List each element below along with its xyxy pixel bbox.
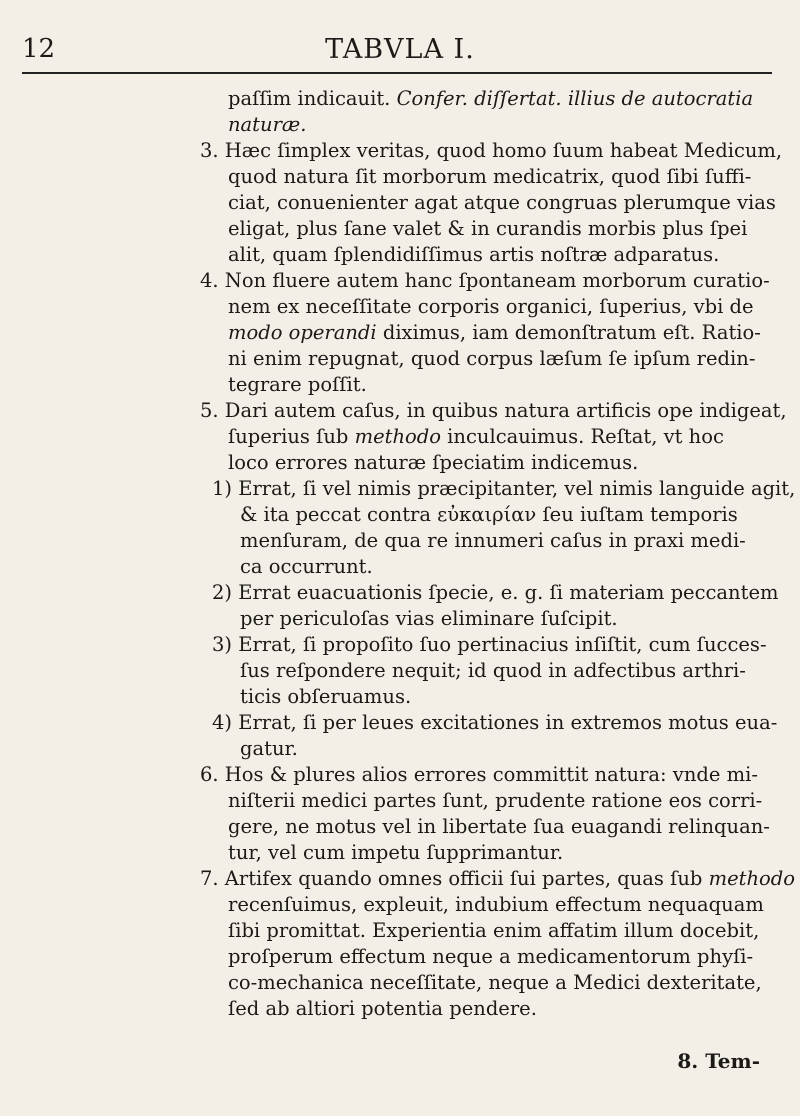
text-run: quod natura ſit morborum medicatrix, quod ſibi ſuffi- xyxy=(228,165,752,188)
text-run: ca occurrunt. xyxy=(240,555,373,578)
text-run: ticis obſeruamus. xyxy=(240,685,412,708)
text-line xyxy=(228,788,762,814)
text-run: 3. Hæc ſimplex veritas, quod homo ſuum habeat Medicum, xyxy=(200,139,783,162)
text-line xyxy=(200,138,782,164)
text-run: ſed ab altiori potentia pendere. xyxy=(228,997,537,1020)
text-line xyxy=(228,918,759,944)
text-line xyxy=(228,190,776,216)
text-line xyxy=(240,502,738,528)
text-run: ciat, conuenienter agat atque congruas plerumque vias xyxy=(228,191,776,214)
text-run: 1) Errat, ſi vel nimis præcipitanter, vel nimis languide agit, xyxy=(212,477,796,500)
italic-run: Confer. diſſertat. illius de autocratia xyxy=(396,87,754,110)
text-run: 4) Errat, ſi per leues excitationes in extremos motus eua- xyxy=(212,711,778,734)
text-line xyxy=(228,86,753,112)
text-run: gatur. xyxy=(240,737,298,760)
text-run: ſus reſpondere nequit; id quod in adfectibus arthri- xyxy=(240,659,746,682)
text-line xyxy=(228,944,753,970)
text-line xyxy=(240,554,373,580)
text-line xyxy=(228,112,306,138)
text-run: proſperum effectum neque a medicamentorum phyſi- xyxy=(228,945,754,968)
catchword: 8. Tem- xyxy=(677,1049,760,1073)
text-run: tur, vel cum impetu ſupprimantur. xyxy=(228,841,564,864)
text-line xyxy=(200,866,795,892)
text-run: gere, ne motus vel in libertate ſua euagandi relinquan- xyxy=(228,815,770,838)
running-head: TABVLA I. xyxy=(325,34,475,65)
text-line xyxy=(228,814,770,840)
text-line xyxy=(228,346,755,372)
text-run: & ita peccat contra εὐκαιρίαν ſeu iuſtam temporis xyxy=(240,503,738,526)
text-line xyxy=(228,840,563,866)
text-line xyxy=(228,372,367,398)
text-run: ſibi promittat. Experientia enim affatim illum docebit, xyxy=(228,919,760,942)
text-line xyxy=(212,580,778,606)
text-line xyxy=(240,606,618,632)
text-run: 2) Errat euacuationis ſpecie, e. g. ſi materiam peccantem xyxy=(212,581,779,604)
text-line xyxy=(228,970,762,996)
text-line xyxy=(240,736,298,762)
text-run: loco errores naturæ ſpeciatim indicemus. xyxy=(228,451,639,474)
italic-run: naturæ. xyxy=(228,113,307,136)
text-line xyxy=(212,632,767,658)
text-run: alit, quam ſplendidiſſimus artis noſtræ adparatus. xyxy=(228,243,720,266)
page-header xyxy=(0,34,800,74)
text-line xyxy=(228,996,537,1022)
text-run: ſuperius ſub xyxy=(228,425,355,448)
italic-run: methodo xyxy=(708,867,795,890)
text-line xyxy=(228,294,754,320)
text-line xyxy=(240,658,746,684)
text-line xyxy=(212,476,795,502)
text-run: ni enim repugnat, quod corpus læſum ſe ipſum redin- xyxy=(228,347,756,370)
italic-run: modo operandi xyxy=(228,321,377,344)
text-run: 7. Artifex quando omnes officii ſui partes, quas ſub xyxy=(200,867,709,890)
text-run: 4. Non fluere autem hanc ſpontaneam morborum curatio- xyxy=(200,269,770,292)
text-line xyxy=(228,892,764,918)
text-run: tegrare poſſit. xyxy=(228,373,367,396)
text-run: menſuram, de qua re innumeri caſus in praxi medi- xyxy=(240,529,746,552)
text-run: niſterii medici partes ſunt, prudente ratione eos corri- xyxy=(228,789,763,812)
text-run: 5. Dari autem caſus, in quibus natura artificis ope indigeat, xyxy=(200,399,787,422)
page-number: 12 xyxy=(22,34,56,64)
text-line xyxy=(228,424,724,450)
text-run: co-mechanica neceſſitate, neque a Medici dexteritate, xyxy=(228,971,762,994)
italic-run: methodo xyxy=(354,425,441,448)
text-line xyxy=(228,320,761,346)
text-run: per periculoſas vias eliminare ſuſcipit. xyxy=(240,607,618,630)
text-run: nem ex neceſſitate corporis organici, ſuperius, vbi de xyxy=(228,295,754,318)
text-line xyxy=(240,684,411,710)
text-run: 3) Errat, ſi propoſito ſuo pertinacius inſiſtit, cum ſucces- xyxy=(212,633,767,656)
text-line xyxy=(200,268,770,294)
text-run: inculcauimus. Reſtat, vt hoc xyxy=(440,425,724,448)
text-run: eligat, plus ſane valet & in curandis morbis plus ſpei xyxy=(228,217,748,240)
text-line xyxy=(228,164,751,190)
text-run: diximus, iam demonſtratum eſt. Ratio- xyxy=(376,321,761,344)
text-line xyxy=(200,762,758,788)
text-run: paſſim indicauit. xyxy=(228,87,397,110)
text-line xyxy=(200,398,787,424)
text-line xyxy=(228,242,719,268)
text-line xyxy=(228,450,638,476)
text-line xyxy=(228,216,747,242)
text-run: 6. Hos & plures alios errores committit natura: vnde mi- xyxy=(200,763,758,786)
text-line xyxy=(240,528,746,554)
text-run: recenſuimus, expleuit, indubium effectum nequaquam xyxy=(228,893,764,916)
header-rule xyxy=(22,72,772,74)
text-line xyxy=(212,710,777,736)
